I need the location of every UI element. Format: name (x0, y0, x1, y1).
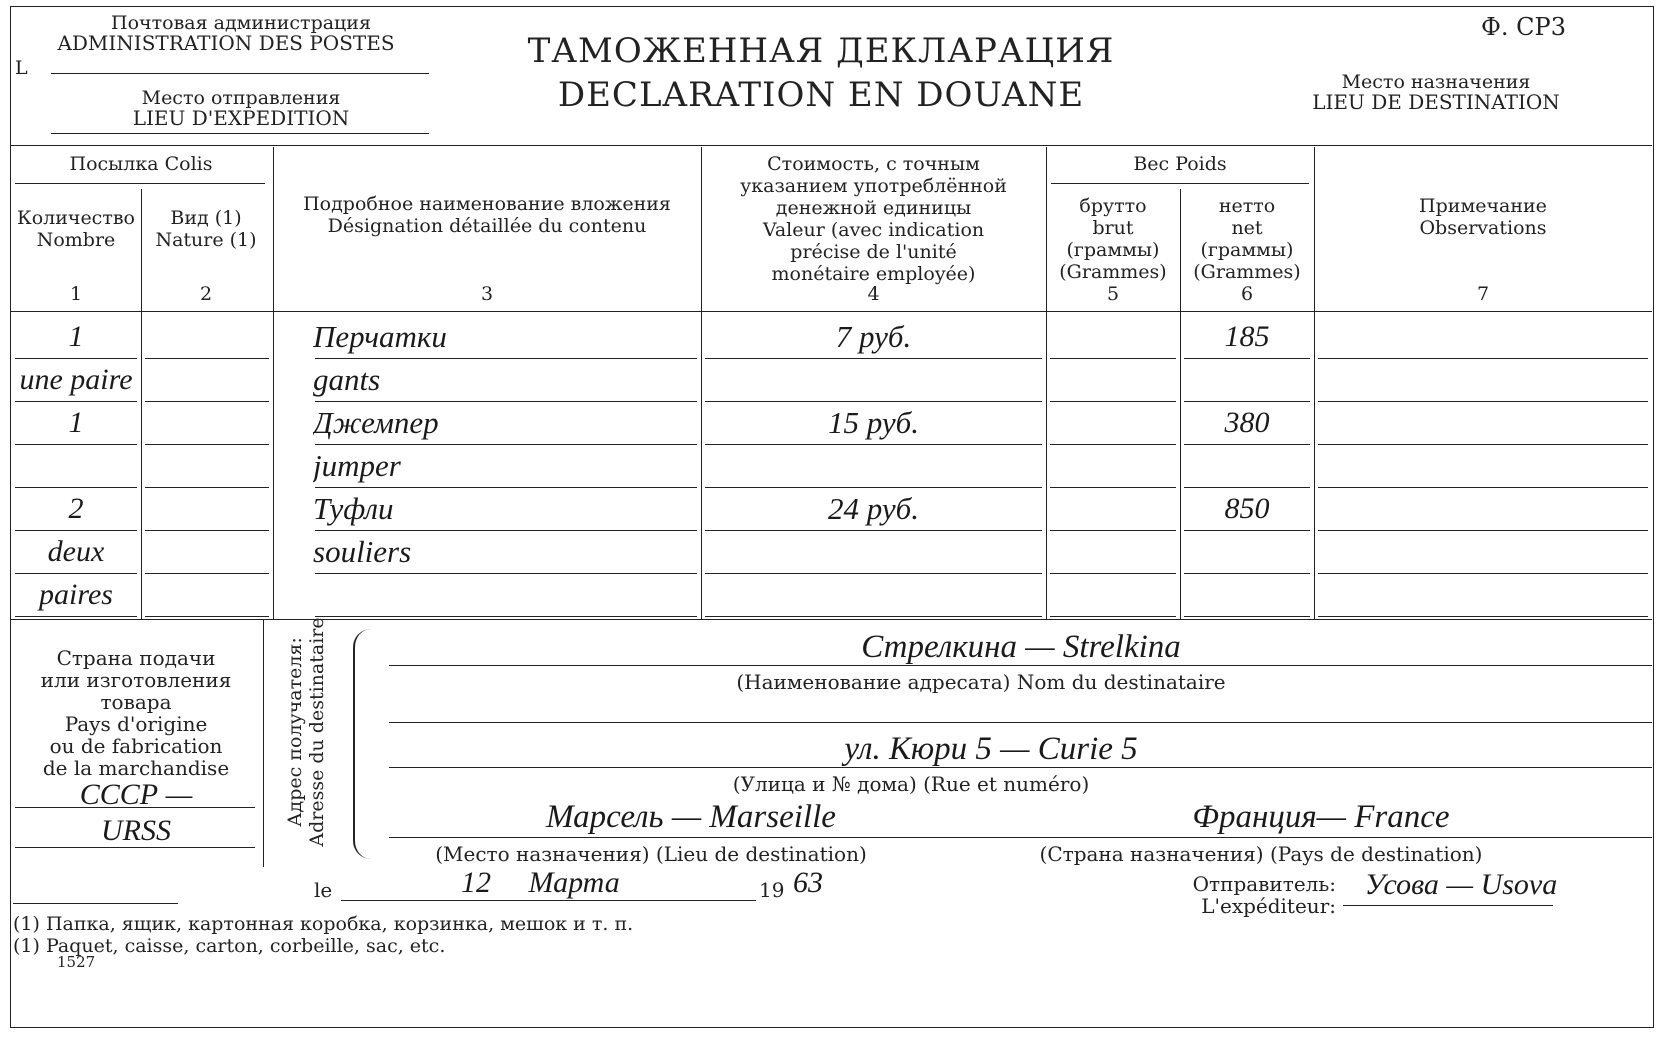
footnote-fr: (1) Paquet, caisse, carton, corbeille, sac, etc. (13, 935, 446, 957)
row-rule (1318, 487, 1648, 488)
dest-label-fr: LIEU DE DESTINATION (1312, 90, 1560, 114)
col-number-3: 3 (480, 283, 494, 305)
recipient-street-caption: (Улица и № дома) (Rue et numéro) (732, 772, 1090, 796)
notes-cell[interactable] (1316, 403, 1650, 442)
notes-cell[interactable] (1316, 317, 1650, 356)
customs-declaration-form (10, 6, 1654, 1028)
net-cell[interactable]: 850 (1224, 492, 1270, 525)
parcel-group-header: Посылка Colis (69, 153, 213, 175)
row-rule (315, 444, 697, 445)
date-century: 19 (759, 878, 785, 902)
row-rule (1050, 401, 1176, 402)
origin-country-label: Страна подачи или изготовления товара Pays d'origine ou de fabrication de la marchandise (40, 646, 232, 780)
address-brace (353, 629, 377, 859)
row-rule (15, 401, 137, 402)
col-divider-3 (701, 147, 702, 619)
recipient-name-caption: (Наименование адресата) Nom du destinataire (736, 670, 1226, 694)
col1-header: Количество Nombre (17, 207, 135, 251)
gross-cell[interactable] (1048, 403, 1178, 442)
col2-header: Вид (1) Nature (1) (155, 207, 257, 251)
col-number-5: 5 (1106, 283, 1120, 305)
row-rule (145, 487, 269, 488)
row-rule (15, 487, 137, 488)
recipient-country-caption: (Страна назначения) (Pays de destination) (1039, 842, 1483, 866)
net-cell[interactable]: 185 (1224, 320, 1270, 353)
recipient-name[interactable]: Стрелкина — Strelkina (861, 629, 1181, 665)
table-bottom-rule (11, 619, 1652, 620)
row-rule (705, 573, 1042, 574)
row-rule (1184, 487, 1310, 488)
desc-cell[interactable]: Туфли (313, 491, 394, 526)
table-header-rule (11, 311, 1652, 312)
row-rule (1050, 358, 1176, 359)
recipient-city-caption: (Место назначения) (Lieu de destination) (435, 842, 867, 866)
col-number-7: 7 (1476, 283, 1490, 305)
row-rule (15, 573, 137, 574)
date-year[interactable]: 63 (793, 866, 823, 899)
nature-cell[interactable] (143, 317, 271, 356)
col-number-2: 2 (199, 283, 213, 305)
notes-cell[interactable] (1316, 489, 1650, 528)
col4-header: Стоимость, с точным указанием употреблённой денежной единицы Valeur (avec indication précise de l'unité monétaire employée) (740, 153, 1007, 285)
row-rule (315, 573, 697, 574)
origin-label-ru: Место отправления (141, 87, 341, 109)
date-prefix: le (314, 878, 333, 902)
col-number-1: 1 (69, 283, 83, 305)
origin-country-line-1 (15, 807, 255, 808)
col-divider-4 (1046, 147, 1047, 619)
value-cell[interactable] (703, 575, 1044, 614)
nature-cell[interactable] (143, 446, 271, 485)
row-rule (1318, 616, 1648, 617)
notes-cell[interactable] (1316, 532, 1650, 571)
row-rule (145, 530, 269, 531)
qty-cell[interactable]: 1 (68, 406, 84, 439)
notes-cell[interactable] (1316, 360, 1650, 399)
value-cell[interactable] (703, 360, 1044, 399)
col-divider-6 (1314, 147, 1315, 619)
col-divider-5 (1180, 189, 1181, 619)
gross-cell[interactable] (1048, 360, 1178, 399)
value-cell[interactable]: 15 руб. (828, 405, 919, 440)
row-rule (705, 616, 1042, 617)
net-cell[interactable] (1182, 575, 1312, 614)
row-rule (705, 487, 1042, 488)
row-rule (145, 444, 269, 445)
col7-header: Примечание Observations (1419, 195, 1547, 239)
row-rule (1318, 401, 1648, 402)
row-rule (1184, 358, 1310, 359)
row-rule (1184, 530, 1310, 531)
parcel-group-rule (15, 183, 265, 184)
row-rule (1318, 444, 1648, 445)
title-ru: ТАМОЖЕННАЯ ДЕКЛАРАЦИЯ (527, 31, 1115, 71)
origin-country-line-2 (15, 847, 255, 848)
desc-cell[interactable]: souliers (313, 534, 412, 569)
desc-cell[interactable]: Джемпер (313, 405, 439, 440)
col-divider-1 (141, 189, 142, 619)
row-rule (145, 573, 269, 574)
admin-marker: L (15, 57, 28, 79)
address-blank-line[interactable] (389, 722, 1652, 723)
notes-cell[interactable] (1316, 575, 1650, 614)
row-rule (315, 358, 697, 359)
row-rule (1318, 530, 1648, 531)
row-rule (1184, 401, 1310, 402)
net-cell[interactable] (1182, 360, 1312, 399)
recipient-street[interactable]: ул. Кюри 5 — Curie 5 (844, 731, 1138, 767)
nature-cell[interactable] (143, 532, 271, 571)
recipient-name-line (389, 665, 1652, 666)
qty-cell[interactable]: deux (47, 535, 105, 568)
row-rule (315, 487, 697, 488)
qty-cell[interactable]: 1 (68, 320, 84, 353)
desc-cell[interactable]: gants (313, 362, 381, 397)
form-code: Ф. СР3 (1481, 13, 1566, 41)
row-rule (1318, 573, 1648, 574)
desc-cell[interactable]: Перчатки (313, 319, 447, 354)
row-rule (15, 444, 137, 445)
origin-label-fr: LIEU D'EXPEDITION (132, 106, 350, 130)
admin-label-fr: ADMINISTRATION DES POSTES (57, 31, 395, 55)
notes-cell[interactable] (1316, 446, 1650, 485)
row-rule (705, 358, 1042, 359)
gross-cell[interactable] (1048, 575, 1178, 614)
row-rule (145, 616, 269, 617)
header-separator (11, 145, 1652, 146)
value-cell[interactable]: 24 руб. (828, 491, 919, 526)
nature-cell[interactable] (143, 489, 271, 528)
sender-value[interactable]: Усова — Usova (1364, 868, 1558, 901)
row-rule (1050, 487, 1176, 488)
gross-cell[interactable] (1048, 317, 1178, 356)
row-rule (145, 358, 269, 359)
origin-country-value-fr[interactable]: URSS (101, 814, 171, 847)
title-fr: DECLARATION EN DOUANE (557, 75, 1085, 115)
col-number-6: 6 (1240, 283, 1254, 305)
row-rule (1050, 616, 1176, 617)
col-number-4: 4 (867, 283, 880, 305)
address-side-label: Адрес получателя: Adresse du destinataire (284, 617, 328, 847)
date-day-month[interactable]: 12 Марта (461, 866, 620, 899)
sender-label: Отправитель: L'expéditeur: (1192, 872, 1336, 918)
row-rule (1318, 358, 1648, 359)
value-cell[interactable] (703, 532, 1044, 571)
row-rule (315, 530, 697, 531)
net-cell[interactable] (1182, 446, 1312, 485)
weight-group-rule (1051, 183, 1309, 184)
form-number: 1527 (57, 953, 96, 971)
origin-country-value-ru[interactable]: СССР — (79, 778, 193, 811)
row-rule (145, 401, 269, 402)
row-rule (1050, 573, 1176, 574)
col-divider-2 (273, 147, 274, 619)
row-rule (705, 444, 1042, 445)
qty-cell[interactable]: 2 (68, 492, 84, 525)
value-cell[interactable]: 7 руб. (835, 319, 912, 354)
row-rule (705, 530, 1042, 531)
row-rule (315, 616, 697, 617)
dest-label-ru: Место назначения (1341, 71, 1531, 93)
row-rule (1184, 616, 1310, 617)
row-rule (1184, 444, 1310, 445)
footnote-ru: (1) Папка, ящик, картонная коробка, корзинка, мешок и т. п. (13, 913, 634, 935)
recipient-city[interactable]: Марсель — Marseille (546, 799, 836, 835)
gross-cell[interactable] (1048, 446, 1178, 485)
row-rule (15, 616, 137, 617)
nature-cell[interactable] (143, 403, 271, 442)
net-cell[interactable]: 380 (1224, 406, 1270, 439)
net-cell[interactable] (1182, 532, 1312, 571)
gross-cell[interactable] (1048, 489, 1178, 528)
row-rule (705, 401, 1042, 402)
qty-cell[interactable] (13, 446, 139, 485)
date-line (341, 900, 756, 901)
row-rule (15, 530, 137, 531)
admin-field-line[interactable] (51, 73, 429, 74)
nature-cell[interactable] (143, 360, 271, 399)
recipient-street-line (389, 767, 1652, 768)
footnote-rule (13, 903, 178, 904)
weight-group-header: Вес Poids (1133, 153, 1227, 175)
gross-cell[interactable] (1048, 532, 1178, 571)
row-rule (1184, 573, 1310, 574)
origin-field-line[interactable] (51, 133, 429, 134)
value-cell[interactable] (703, 446, 1044, 485)
qty-cell[interactable]: une paire (19, 363, 133, 396)
row-rule (15, 358, 137, 359)
admin-label-ru: Почтовая администрация (111, 12, 371, 34)
sender-line (1343, 905, 1553, 906)
col5-header: брутто brut (граммы) (Grammes) (1059, 195, 1167, 283)
desc-cell[interactable] (313, 575, 699, 614)
recipient-city-line (389, 837, 1652, 838)
row-rule (315, 401, 697, 402)
row-rule (1050, 530, 1176, 531)
col3-header: Подробное наименование вложения Désignation détaillée du contenu (303, 193, 671, 237)
desc-cell[interactable]: jumper (313, 448, 401, 483)
qty-cell[interactable]: paires (39, 578, 113, 611)
row-rule (1050, 444, 1176, 445)
recipient-country[interactable]: Франция— France (1192, 799, 1450, 835)
col6-header: нетто net (граммы) (Grammes) (1193, 195, 1301, 283)
nature-cell[interactable] (143, 575, 271, 614)
origin-box-divider (263, 619, 264, 867)
